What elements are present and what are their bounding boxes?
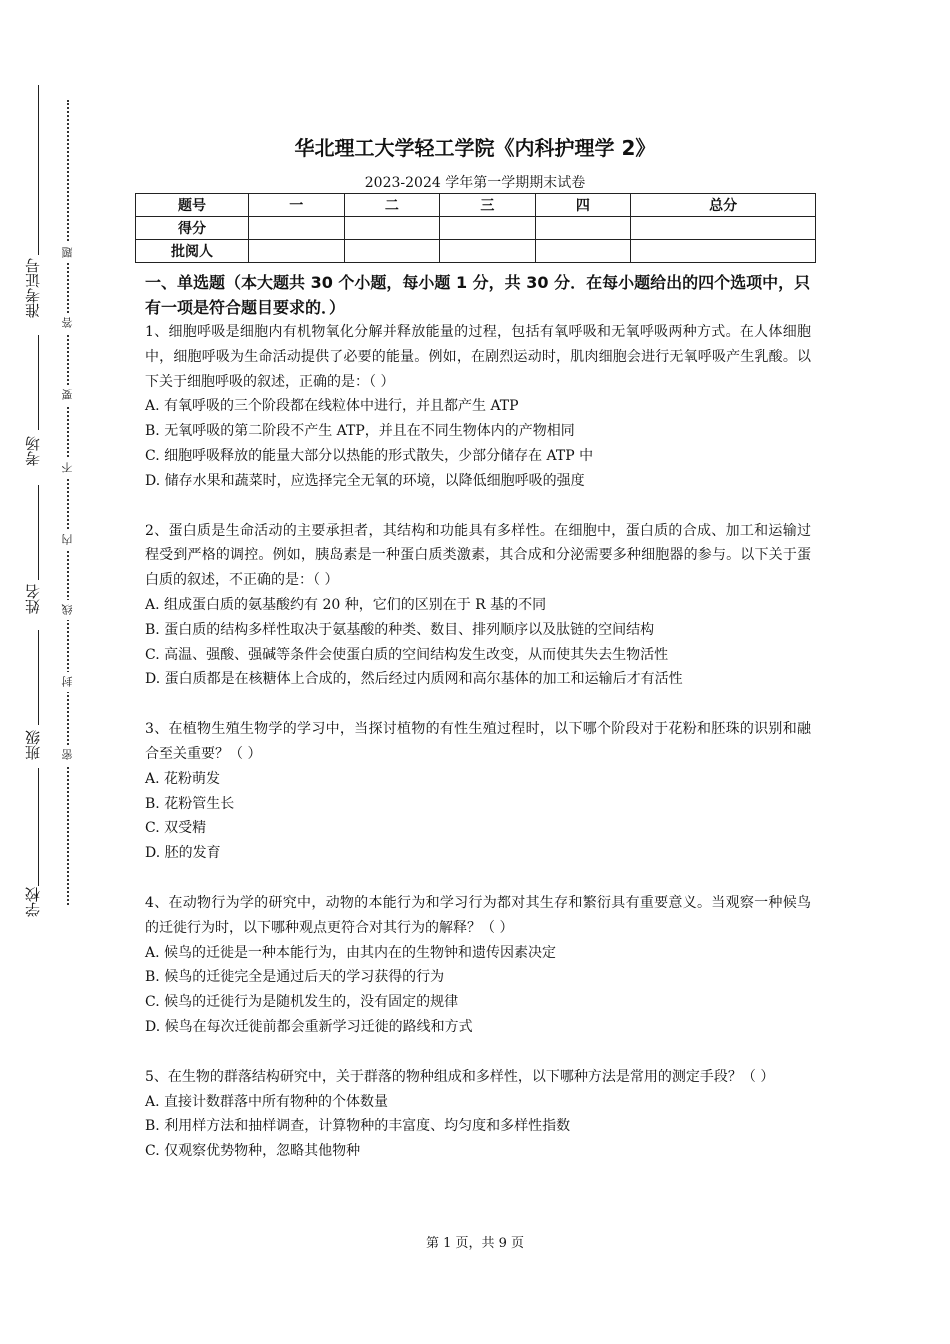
class-line (38, 630, 39, 725)
score-table-header-row (136, 194, 816, 217)
question-5 (145, 1065, 811, 1164)
question-option: D. 胚的发育 (145, 845, 221, 862)
question-option: D. 蛋白质都是在核糖体上合成的，然后经过内质网和高尔基体的加工和运输后才有活性 (145, 671, 683, 688)
exam-subtitle: 2023-2024 学年第一学期期末试卷 (364, 175, 586, 191)
class-label: 班级 (24, 730, 42, 760)
seal-char: 密 (58, 745, 78, 765)
exam-room-line (38, 335, 39, 430)
seal-dotted-line (67, 100, 69, 905)
seal-char: 答 (58, 313, 78, 333)
question-option: C. 高温、强酸、强碱等条件会使蛋白质的空间结构发生改变，从而使其失去生物活性 (145, 646, 669, 663)
question-stem: 4、在动物行为学的研究中，动物的本能行为和学习行为都对其生存和繁衍具有重要意义。当观察一种候鸟的迁徙行为时，以下哪种观点更符合对其行为的解释？（ ） (145, 894, 811, 936)
score-cell (249, 217, 345, 240)
score-table-header-cell: 总分 (631, 194, 816, 217)
reviewer-cell (631, 240, 816, 263)
question-option: B. 无氧呼吸的第二阶段不产生 ATP，并且在不同生物体内的产物相同 (145, 423, 575, 440)
question-option: C. 仅观察优势物种，忽略其他物种 (145, 1143, 361, 1160)
question-list (145, 320, 811, 1189)
reviewer-cell (344, 240, 440, 263)
score-table-header-cell: 三 (440, 194, 536, 217)
name-line (38, 485, 39, 580)
question-option: A. 组成蛋白质的氨基酸约有 20 种，它们的区别在于 R 基的不同 (145, 596, 547, 613)
score-table-header-cell: 题号 (136, 194, 249, 217)
question-stem: 1、细胞呼吸是细胞内有机物氧化分解并释放能量的过程，包括有氧呼吸和无氧呼吸两种方式。在人体细胞中，细胞呼吸为生命活动提供了必要的能量。例如，在剧烈运动时，肌肉细胞会进行无氧呼吸产生乳酸。以下关于细胞呼吸的叙述，正确的是：（ ） (145, 324, 811, 390)
question-3 (145, 717, 811, 866)
question-stem: 5、在生物的群落结构研究中，关于群落的物种组成和多样性，以下哪种方法是常用的测定手段？（ ） (145, 1068, 775, 1085)
question-option: D. 候鸟在每次迁徙前都会重新学习迁徙的路线和方式 (145, 1018, 473, 1035)
question-option: A. 有氧呼吸的三个阶段都在线粒体中进行，并且都产生 ATP (145, 398, 519, 415)
reviewer-cell (440, 240, 536, 263)
score-table-row (136, 240, 816, 263)
school-line (38, 768, 39, 886)
exam-title: 华北理工大学轻工学院《内科护理学 2》 (294, 136, 656, 160)
score-cell (344, 217, 440, 240)
seal-char: 不 (58, 458, 78, 478)
question-stem: 3、在植物生殖生物学的学习中，当探讨植物的有性生殖过程时，以下哪个阶段对于花粉和胚珠的识别和融合至关重要？（ ） (145, 721, 811, 762)
score-row-label: 得分 (136, 217, 249, 240)
seal-char: 要 (58, 385, 78, 405)
score-table-header-cell: 一 (249, 194, 345, 217)
seal-char: 线 (58, 600, 78, 620)
question-stem: 2、蛋白质是生命活动的主要承担者，其结构和功能具有多样性。在细胞中，蛋白质的合成、加工和运输过程受到严格的调控。例如，胰岛素是一种蛋白质类激素，其合成和分泌需要多种细胞器的参与。以下关于蛋白质的叙述，不正确的是：（ ） (145, 522, 811, 589)
name-label: 姓名 (24, 584, 42, 614)
question-option: D. 储存水果和蔬菜时，应选择完全无氧的环境，以降低细胞呼吸的强度 (145, 472, 585, 489)
seal-char: 内 (58, 530, 78, 550)
question-option: C. 双受精 (145, 820, 207, 837)
reviewer-cell (535, 240, 631, 263)
exam-id-label: 准考证号 (24, 258, 42, 318)
seal-char: 封 (58, 672, 78, 692)
question-option: A. 花粉萌发 (145, 770, 221, 787)
question-option: B. 候鸟的迁徙完全是通过后天的学习获得的行为 (145, 969, 445, 986)
exam-id-line (38, 85, 39, 255)
question-option: B. 花粉管生长 (145, 795, 235, 812)
question-1 (145, 320, 811, 494)
question-2 (145, 519, 811, 693)
reviewer-cell (249, 240, 345, 263)
score-table (135, 193, 816, 263)
score-cell (535, 217, 631, 240)
question-option: C. 细胞呼吸释放的能量大部分以热能的形式散失，少部分储存在 ATP 中 (145, 447, 594, 464)
section-heading: 一、单选题（本大题共 30 个小题，每小题 1 分，共 30 分．在每小题给出的四个选项中，只有一项是符合题目要求的．） (145, 273, 811, 317)
score-cell (631, 217, 816, 240)
question-option: B. 利用样方法和抽样调查，计算物种的丰富度、均匀度和多样性指数 (145, 1118, 571, 1135)
reviewer-row-label: 批阅人 (136, 240, 249, 263)
question-option: C. 候鸟的迁徙行为是随机发生的，没有固定的规律 (145, 994, 459, 1011)
score-table-row (136, 217, 816, 240)
exam-room-label: 考场 (24, 436, 42, 466)
question-option: B. 蛋白质的结构多样性取决于氨基酸的种类、数目、排列顺序以及肽链的空间结构 (145, 621, 655, 638)
question-4 (145, 891, 811, 1040)
score-table-header-cell: 四 (535, 194, 631, 217)
school-label: 学校 (24, 887, 42, 917)
question-option: A. 候鸟的迁徙是一种本能行为，由其内在的生物钟和遗传因素决定 (145, 944, 557, 961)
question-option: A. 直接计数群落中所有物种的个体数量 (145, 1093, 389, 1110)
score-table-header-cell: 二 (344, 194, 440, 217)
page-footer: 第 1 页，共 9 页 (425, 1236, 525, 1251)
score-cell (440, 217, 536, 240)
seal-char: 题 (58, 243, 78, 263)
